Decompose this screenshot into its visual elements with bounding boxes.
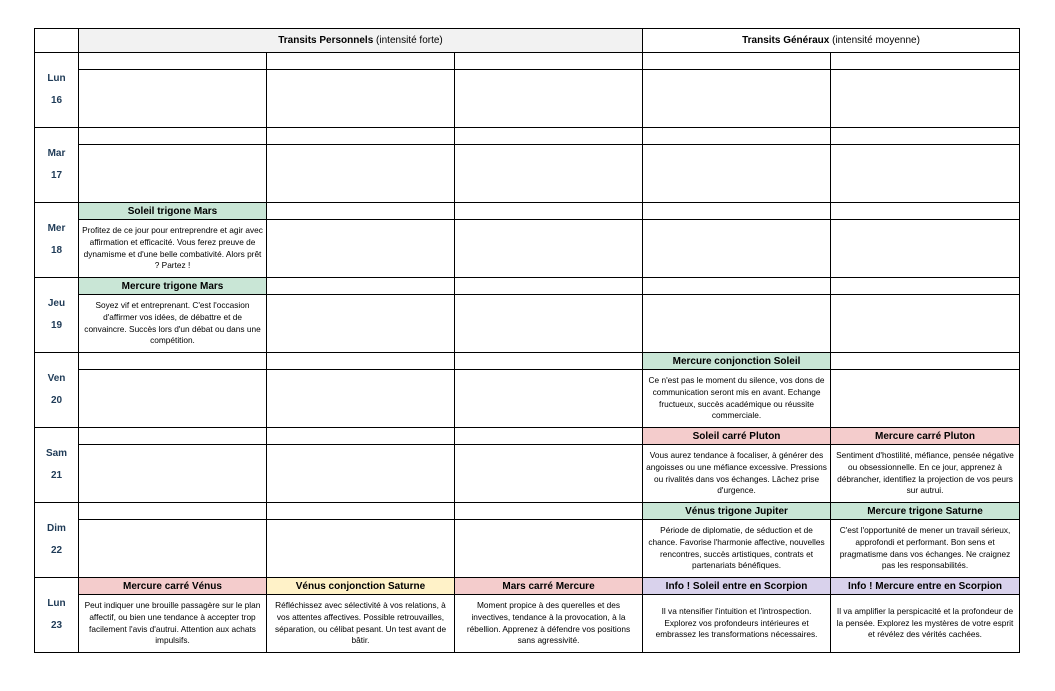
- title-row: [35, 128, 1020, 145]
- empty-cell: [831, 353, 1020, 370]
- empty-cell: [79, 53, 267, 70]
- title-row: [35, 353, 1020, 370]
- empty-cell: [455, 520, 643, 578]
- transit-title: Mercure carré Pluton: [831, 428, 1020, 445]
- title-row: [35, 428, 1020, 445]
- title-row: [35, 578, 1020, 595]
- body-row: [35, 295, 1020, 353]
- body-row: [35, 520, 1020, 578]
- transit-title: Mercure carré Vénus: [79, 578, 267, 595]
- transit-title: Info ! Soleil entre en Scorpion: [643, 578, 831, 595]
- empty-cell: [455, 370, 643, 428]
- empty-cell: [267, 445, 455, 503]
- body-row: [35, 220, 1020, 278]
- day-label: Ven 20: [35, 353, 79, 428]
- title-row: [35, 503, 1020, 520]
- transit-title: Mercure conjonction Soleil: [643, 353, 831, 370]
- empty-cell: [643, 128, 831, 145]
- empty-cell: [455, 428, 643, 445]
- empty-cell: [643, 145, 831, 203]
- transit-description: Moment propice à des querelles et des invectives, tendance à la provocation, à la rébellion. Apprenez à défendre vos positions sans agressivité.: [455, 595, 643, 653]
- empty-cell: [79, 70, 267, 128]
- empty-cell: [79, 428, 267, 445]
- body-row: [35, 595, 1020, 653]
- transit-description: Peut indiquer une brouille passagère sur le plan affectif, ou bien une tendance à accepter trop facilement l'avis d'autrui. Attention aux achats impulsifs.: [79, 595, 267, 653]
- body-row: [35, 70, 1020, 128]
- empty-cell: [831, 53, 1020, 70]
- empty-cell: [455, 70, 643, 128]
- transit-description: Profitez de ce jour pour entreprendre et agir avec affirmation et efficacité. Vous ferez preuve de dynamisme et d'une belle combativité. Alors prêt ? Partez !: [79, 220, 267, 278]
- transit-description: Réfléchissez avec sélectivité à vos relations, à vos attentes affectives. Possible retrouvailles, séparation, ou célibat pesant. Un test avant de bâtir.: [267, 595, 455, 653]
- empty-cell: [455, 353, 643, 370]
- empty-cell: [831, 370, 1020, 428]
- day-label: Mer 18: [35, 203, 79, 278]
- general-transits-header: Transits Généraux (intensité moyenne): [643, 29, 1020, 53]
- transit-title: Soleil carré Pluton: [643, 428, 831, 445]
- empty-cell: [455, 203, 643, 220]
- empty-cell: [455, 145, 643, 203]
- empty-cell: [267, 278, 455, 295]
- transit-description: Il va ntensifier l'intuition et l'introspection. Explorez vos profondeurs intérieures et embrassez les transformations nécessaires.: [643, 595, 831, 653]
- title-row: [35, 203, 1020, 220]
- day-label: Dim 22: [35, 503, 79, 578]
- empty-cell: [79, 520, 267, 578]
- empty-cell: [79, 353, 267, 370]
- empty-cell: [831, 145, 1020, 203]
- empty-cell: [267, 353, 455, 370]
- empty-cell: [267, 370, 455, 428]
- transit-description: Vous aurez tendance à focaliser, à générer des angoisses ou une méfiance excessive. Pressions ou rivalités dans vos échanges. Lâchez prise d'urgence.: [643, 445, 831, 503]
- empty-cell: [267, 220, 455, 278]
- empty-cell: [831, 203, 1020, 220]
- empty-cell: [267, 295, 455, 353]
- day-label: Sam 21: [35, 428, 79, 503]
- empty-cell: [455, 295, 643, 353]
- empty-cell: [831, 295, 1020, 353]
- empty-cell: [831, 128, 1020, 145]
- empty-cell: [831, 220, 1020, 278]
- transit-title: Vénus conjonction Saturne: [267, 578, 455, 595]
- transit-description: Ce n'est pas le moment du silence, vos dons de communication seront mis en avant. Echange fructueux, succès académique ou réussite commerciale.: [643, 370, 831, 428]
- title-row: [35, 278, 1020, 295]
- transit-title: Mercure trigone Mars: [79, 278, 267, 295]
- transit-description: Sentiment d'hostilité, méfiance, pensée négative ou obsessionnelle. En ce jour, apprenez à débrancher, identifiez la projection de vos peurs sur autrui.: [831, 445, 1020, 503]
- transit-description: Il va amplifier la perspicacité et la profondeur de la pensée. Explorez les mystères de votre esprit et révélez des vérités cachées.: [831, 595, 1020, 653]
- body-row: [35, 445, 1020, 503]
- empty-cell: [831, 278, 1020, 295]
- transit-description: C'est l'opportunité de mener un travail sérieux, approfondi et performant. Bon sens et pragmatisme dans vos échanges. Ne craignez pas les responsabilités.: [831, 520, 1020, 578]
- empty-cell: [267, 53, 455, 70]
- empty-cell: [643, 220, 831, 278]
- day-label: Lun 16: [35, 53, 79, 128]
- empty-cell: [267, 428, 455, 445]
- day-label: Lun 23: [35, 578, 79, 653]
- empty-cell: [643, 70, 831, 128]
- empty-cell: [455, 53, 643, 70]
- body-row: [35, 145, 1020, 203]
- empty-cell: [643, 278, 831, 295]
- empty-cell: [643, 53, 831, 70]
- empty-cell: [455, 128, 643, 145]
- empty-cell: [79, 370, 267, 428]
- header-row: [35, 29, 1020, 53]
- empty-cell: [267, 128, 455, 145]
- empty-cell: [267, 70, 455, 128]
- empty-cell: [455, 503, 643, 520]
- empty-cell: [831, 70, 1020, 128]
- empty-cell: [79, 445, 267, 503]
- body-row: [35, 370, 1020, 428]
- empty-cell: [455, 445, 643, 503]
- personal-transits-header: Transits Personnels (intensité forte): [79, 29, 643, 53]
- transits-calendar-table: [34, 28, 1020, 653]
- corner-cell: [35, 29, 79, 53]
- day-label: Mar 17: [35, 128, 79, 203]
- empty-cell: [267, 503, 455, 520]
- transit-description: Soyez vif et entreprenant. C'est l'occasion d'affirmer vos idées, de débattre et de convaincre. Succès lors d'un débat ou dans une compétition.: [79, 295, 267, 353]
- day-label: Jeu 19: [35, 278, 79, 353]
- empty-cell: [267, 145, 455, 203]
- empty-cell: [455, 220, 643, 278]
- transit-title: Mars carré Mercure: [455, 578, 643, 595]
- transit-description: Période de diplomatie, de séduction et de chance. Favorise l'harmonie affective, nouvelles rencontres, succès artistiques, contrats et partenariats bénéfiques.: [643, 520, 831, 578]
- empty-cell: [79, 145, 267, 203]
- title-row: [35, 53, 1020, 70]
- empty-cell: [79, 128, 267, 145]
- empty-cell: [267, 203, 455, 220]
- empty-cell: [79, 503, 267, 520]
- transit-title: Mercure trigone Saturne: [831, 503, 1020, 520]
- empty-cell: [267, 520, 455, 578]
- transit-title: Soleil trigone Mars: [79, 203, 267, 220]
- empty-cell: [643, 203, 831, 220]
- empty-cell: [455, 278, 643, 295]
- empty-cell: [643, 295, 831, 353]
- transit-title: Vénus trigone Jupiter: [643, 503, 831, 520]
- transit-title: Info ! Mercure entre en Scorpion: [831, 578, 1020, 595]
